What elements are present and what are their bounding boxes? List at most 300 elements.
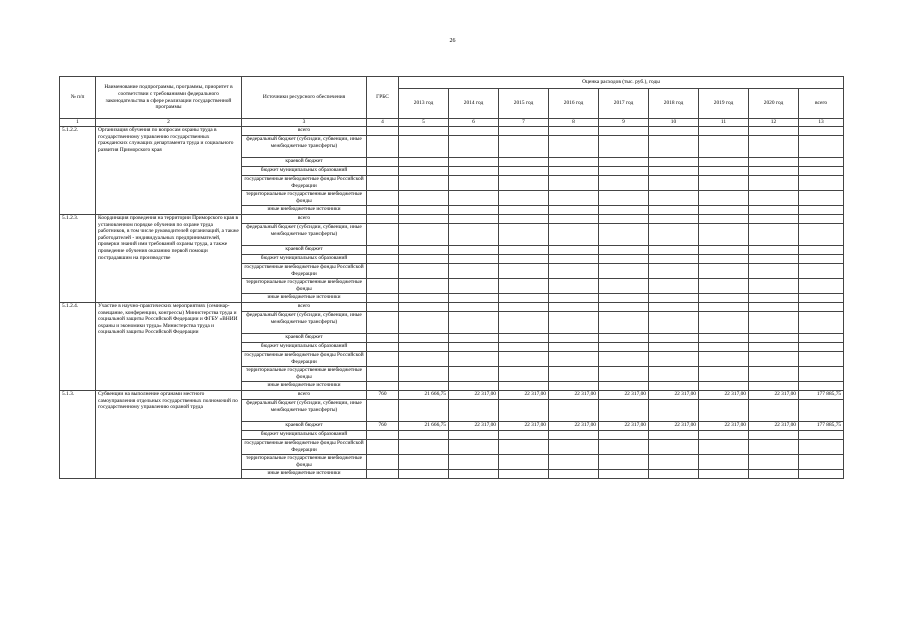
year-value-cell <box>699 470 749 479</box>
year-value-cell <box>649 167 699 176</box>
year-value-cell <box>499 246 549 255</box>
year-value-cell <box>649 470 699 479</box>
year-value-cell <box>399 440 449 455</box>
year-value-cell <box>599 279 649 294</box>
grbs-cell <box>367 303 399 312</box>
year-value-cell <box>549 431 599 440</box>
funding-source: всего <box>242 127 367 136</box>
grbs-cell: 760 <box>367 391 399 400</box>
year-value-cell <box>699 352 749 367</box>
year-value-cell <box>549 264 599 279</box>
year-value-cell: 22 317,00 <box>499 422 549 431</box>
grbs-cell <box>367 382 399 391</box>
funding-source: иные внебюджетные источники <box>242 470 367 479</box>
year-value-cell <box>649 294 699 303</box>
year-value-cell <box>749 294 799 303</box>
year-value-cell <box>449 400 499 422</box>
funding-source: бюджет муниципальных образований <box>242 431 367 440</box>
table-row <box>60 127 844 136</box>
year-value-cell <box>699 191 749 206</box>
year-value-cell <box>499 158 549 167</box>
year-value-cell <box>749 343 799 352</box>
year-value-cell <box>499 440 549 455</box>
year-value-cell <box>749 215 799 224</box>
funding-source: краевой бюджет <box>242 334 367 343</box>
year-value-cell <box>699 400 749 422</box>
year-value-cell <box>649 334 699 343</box>
year-value-cell <box>399 224 449 246</box>
year-value-cell <box>649 206 699 215</box>
year-value-cell <box>599 382 649 391</box>
grbs-cell <box>367 455 399 470</box>
grbs-cell <box>367 176 399 191</box>
year-value-cell <box>549 303 599 312</box>
year-value-cell <box>499 367 549 382</box>
total-cell <box>799 224 844 246</box>
table-row <box>60 391 844 400</box>
year-value-cell: 22 317,00 <box>649 422 699 431</box>
header-year: 2014 год <box>449 89 499 119</box>
year-value-cell: 21 666,75 <box>399 422 449 431</box>
year-value-cell <box>499 255 549 264</box>
year-value-cell <box>549 382 599 391</box>
year-value-cell <box>449 334 499 343</box>
year-value-cell <box>549 294 599 303</box>
year-value-cell <box>749 136 799 158</box>
year-value-cell <box>549 191 599 206</box>
year-value-cell <box>699 279 749 294</box>
year-value-cell <box>449 294 499 303</box>
table-row <box>60 303 844 312</box>
grbs-cell <box>367 431 399 440</box>
funding-source: государственные внебюджетные фонды Российской Федерации <box>242 440 367 455</box>
column-index: 8 <box>549 119 599 127</box>
year-value-cell <box>749 440 799 455</box>
year-value-cell: 21 666,75 <box>399 391 449 400</box>
grbs-cell <box>367 312 399 334</box>
year-value-cell <box>399 167 449 176</box>
year-value-cell <box>699 136 749 158</box>
column-index: 11 <box>699 119 749 127</box>
total-cell <box>799 264 844 279</box>
grbs-cell <box>367 206 399 215</box>
year-value-cell <box>449 136 499 158</box>
year-value-cell <box>749 246 799 255</box>
total-cell <box>799 312 844 334</box>
year-value-cell <box>599 367 649 382</box>
year-value-cell <box>499 279 549 294</box>
funding-source: территориальные государственные внебюджетные фонды <box>242 367 367 382</box>
header-year: 2017 год <box>599 89 649 119</box>
year-value-cell <box>449 167 499 176</box>
year-value-cell <box>599 224 649 246</box>
year-value-cell <box>599 294 649 303</box>
column-index: 6 <box>449 119 499 127</box>
year-value-cell <box>599 136 649 158</box>
year-value-cell <box>549 279 599 294</box>
funding-source: иные внебюджетные источники <box>242 206 367 215</box>
year-value-cell <box>499 167 549 176</box>
year-value-cell <box>749 352 799 367</box>
year-value-cell <box>599 246 649 255</box>
header-estimate: Оценка расходов (тыс. руб.), годы <box>399 77 844 89</box>
year-value-cell <box>399 431 449 440</box>
year-value-cell <box>399 255 449 264</box>
year-value-cell <box>599 303 649 312</box>
column-index: 13 <box>799 119 844 127</box>
year-value-cell <box>399 294 449 303</box>
page-number: 26 <box>449 38 456 44</box>
program-name: Участие в научно-практических мероприятиях (семинар-совещание, конференции, конгрессы) Министерства труда и социальной защиты Российской Федерации и ФГБУ «ВНИИ охраны и экономики труда» Министерства труда и социальной защиты Российской Федерации <box>96 303 242 391</box>
year-value-cell <box>699 455 749 470</box>
funding-source: государственные внебюджетные фонды Российской Федерации <box>242 352 367 367</box>
year-value-cell <box>599 158 649 167</box>
year-value-cell <box>699 431 749 440</box>
year-value-cell <box>499 334 549 343</box>
year-value-cell <box>699 334 749 343</box>
year-value-cell <box>599 343 649 352</box>
year-value-cell: 22 317,00 <box>599 422 649 431</box>
year-value-cell <box>549 455 599 470</box>
grbs-cell <box>367 191 399 206</box>
total-cell <box>799 176 844 191</box>
year-value-cell <box>699 440 749 455</box>
year-value-cell <box>699 264 749 279</box>
header-source: Источники ресурсного обеспечения <box>242 77 367 119</box>
year-value-cell <box>549 352 599 367</box>
funding-source: территориальные государственные внебюджетные фонды <box>242 279 367 294</box>
year-value-cell <box>449 224 499 246</box>
year-value-cell <box>749 455 799 470</box>
year-value-cell <box>449 191 499 206</box>
year-value-cell <box>499 400 549 422</box>
year-value-cell <box>449 255 499 264</box>
year-value-cell <box>749 264 799 279</box>
header-year: 2020 год <box>749 89 799 119</box>
total-cell <box>799 431 844 440</box>
year-value-cell <box>649 400 699 422</box>
total-cell <box>799 167 844 176</box>
year-value-cell <box>549 215 599 224</box>
total-cell <box>799 206 844 215</box>
year-value-cell: 22 317,00 <box>649 391 699 400</box>
year-value-cell <box>749 400 799 422</box>
year-value-cell <box>649 382 699 391</box>
funding-source: всего <box>242 215 367 224</box>
year-value-cell <box>449 206 499 215</box>
year-value-cell <box>749 367 799 382</box>
year-value-cell <box>549 136 599 158</box>
year-value-cell <box>649 455 699 470</box>
total-cell <box>799 215 844 224</box>
year-value-cell <box>549 206 599 215</box>
funding-source: бюджет муниципальных образований <box>242 343 367 352</box>
year-value-cell <box>399 312 449 334</box>
year-value-cell <box>649 440 699 455</box>
year-value-cell <box>549 334 599 343</box>
year-value-cell <box>399 279 449 294</box>
year-value-cell <box>549 246 599 255</box>
year-value-cell <box>399 191 449 206</box>
year-value-cell <box>549 440 599 455</box>
year-value-cell <box>699 367 749 382</box>
grbs-cell <box>367 264 399 279</box>
year-value-cell <box>749 206 799 215</box>
header-year: 2018 год <box>649 89 699 119</box>
year-value-cell <box>599 334 649 343</box>
grbs-cell <box>367 334 399 343</box>
year-value-cell <box>749 127 799 136</box>
year-value-cell <box>699 206 749 215</box>
header-name: Наименование подпрограммы, программы, приоритет в соответствии с требованиями федерального законодательства в сфере реализации государственной программы <box>96 77 242 119</box>
grbs-cell <box>367 136 399 158</box>
year-value-cell: 22 317,00 <box>699 391 749 400</box>
header-row <box>60 77 844 89</box>
year-value-cell <box>699 255 749 264</box>
year-value-cell <box>449 246 499 255</box>
year-value-cell: 22 317,00 <box>549 422 599 431</box>
year-value-cell <box>749 303 799 312</box>
year-value-cell <box>449 431 499 440</box>
year-value-cell <box>549 127 599 136</box>
header-year: всего <box>799 89 844 119</box>
year-value-cell <box>549 255 599 264</box>
year-value-cell <box>699 303 749 312</box>
year-value-cell <box>399 352 449 367</box>
grbs-cell <box>367 352 399 367</box>
year-value-cell <box>749 224 799 246</box>
total-cell <box>799 127 844 136</box>
funding-source: территориальные государственные внебюджетные фонды <box>242 191 367 206</box>
funding-source: федеральный бюджет (субсидии, субвенции, иные межбюджетные трансферты) <box>242 136 367 158</box>
funding-source: всего <box>242 303 367 312</box>
year-value-cell <box>549 158 599 167</box>
year-value-cell <box>599 215 649 224</box>
year-value-cell <box>749 382 799 391</box>
year-value-cell <box>449 352 499 367</box>
year-value-cell <box>649 264 699 279</box>
year-value-cell <box>449 343 499 352</box>
grbs-cell <box>367 224 399 246</box>
year-value-cell <box>649 246 699 255</box>
total-cell <box>799 136 844 158</box>
year-value-cell <box>649 255 699 264</box>
year-value-cell <box>699 176 749 191</box>
total-cell <box>799 440 844 455</box>
year-value-cell <box>499 294 549 303</box>
row-number: 5.1.2.4. <box>60 303 96 391</box>
grbs-cell <box>367 343 399 352</box>
year-value-cell <box>649 191 699 206</box>
total-cell <box>799 303 844 312</box>
year-value-cell <box>449 440 499 455</box>
year-value-cell <box>649 224 699 246</box>
year-value-cell <box>549 167 599 176</box>
year-value-cell <box>399 127 449 136</box>
year-value-cell <box>749 255 799 264</box>
column-index: 9 <box>599 119 649 127</box>
year-value-cell <box>449 382 499 391</box>
year-value-cell <box>399 158 449 167</box>
grbs-cell <box>367 279 399 294</box>
year-value-cell <box>649 303 699 312</box>
year-value-cell <box>499 206 549 215</box>
table-row <box>60 215 844 224</box>
year-value-cell <box>449 127 499 136</box>
year-value-cell <box>599 440 649 455</box>
grbs-cell <box>367 400 399 422</box>
grbs-cell <box>367 215 399 224</box>
year-value-cell <box>649 279 699 294</box>
year-value-cell <box>649 431 699 440</box>
year-value-cell <box>549 343 599 352</box>
year-value-cell <box>499 191 549 206</box>
column-index: 10 <box>649 119 699 127</box>
year-value-cell <box>449 470 499 479</box>
year-value-cell <box>449 215 499 224</box>
grbs-cell <box>367 294 399 303</box>
grbs-cell <box>367 167 399 176</box>
grbs-cell: 760 <box>367 422 399 431</box>
year-value-cell <box>599 191 649 206</box>
funding-source: иные внебюджетные источники <box>242 382 367 391</box>
column-index: 3 <box>242 119 367 127</box>
year-value-cell <box>399 206 449 215</box>
year-value-cell <box>499 127 549 136</box>
column-index: 1 <box>60 119 96 127</box>
year-value-cell <box>599 400 649 422</box>
year-value-cell: 22 317,00 <box>499 391 549 400</box>
year-value-cell <box>549 312 599 334</box>
grbs-cell <box>367 255 399 264</box>
year-value-cell <box>649 176 699 191</box>
year-value-cell <box>649 158 699 167</box>
year-value-cell <box>399 367 449 382</box>
column-index: 5 <box>399 119 449 127</box>
year-value-cell <box>599 264 649 279</box>
column-index: 12 <box>749 119 799 127</box>
year-value-cell <box>449 279 499 294</box>
year-value-cell: 22 317,00 <box>599 391 649 400</box>
total-cell <box>799 191 844 206</box>
program-name: Координация проведения на территории Приморского края в установленном порядке обучения по охране труда работников, в том числе руководителей организаций, а также работодателей - индивидуальных предпринимателей, проверки знаний ими требований охраны труда, а также проведение обучения оказанию первой помощи пострадавшим на производстве <box>96 215 242 303</box>
total-cell <box>799 255 844 264</box>
year-value-cell <box>399 334 449 343</box>
year-value-cell: 22 317,00 <box>549 391 599 400</box>
year-value-cell <box>499 382 549 391</box>
budget-table <box>59 76 844 479</box>
year-value-cell: 22 317,00 <box>699 422 749 431</box>
year-value-cell <box>499 312 549 334</box>
year-value-cell <box>499 352 549 367</box>
total-cell: 177 885,75 <box>799 391 844 400</box>
year-value-cell <box>399 303 449 312</box>
header-year: 2019 год <box>699 89 749 119</box>
year-value-cell <box>699 246 749 255</box>
year-value-cell <box>449 264 499 279</box>
total-cell <box>799 343 844 352</box>
year-value-cell <box>549 400 599 422</box>
year-value-cell <box>449 303 499 312</box>
year-value-cell <box>699 224 749 246</box>
year-value-cell <box>499 264 549 279</box>
year-value-cell <box>549 176 599 191</box>
grbs-cell <box>367 127 399 136</box>
year-value-cell: 22 317,00 <box>749 391 799 400</box>
funding-source: бюджет муниципальных образований <box>242 167 367 176</box>
year-value-cell <box>399 176 449 191</box>
total-cell <box>799 400 844 422</box>
funding-source: краевой бюджет <box>242 422 367 431</box>
column-index: 4 <box>367 119 399 127</box>
year-value-cell <box>399 470 449 479</box>
year-value-cell <box>399 215 449 224</box>
year-value-cell <box>599 176 649 191</box>
year-value-cell <box>749 158 799 167</box>
year-value-cell <box>699 312 749 334</box>
total-cell <box>799 279 844 294</box>
year-value-cell <box>499 224 549 246</box>
header-year: 2016 год <box>549 89 599 119</box>
year-value-cell: 22 317,00 <box>449 422 499 431</box>
year-value-cell <box>649 127 699 136</box>
year-value-cell <box>499 136 549 158</box>
funding-source: всего <box>242 391 367 400</box>
funding-source: государственные внебюджетные фонды Российской Федерации <box>242 264 367 279</box>
year-value-cell <box>749 167 799 176</box>
year-value-cell <box>649 312 699 334</box>
year-value-cell <box>499 470 549 479</box>
year-value-cell <box>749 431 799 440</box>
year-value-cell <box>449 176 499 191</box>
total-cell: 177 885,75 <box>799 422 844 431</box>
year-value-cell <box>399 136 449 158</box>
year-value-cell <box>599 167 649 176</box>
funding-source: краевой бюджет <box>242 246 367 255</box>
year-value-cell <box>499 303 549 312</box>
year-value-cell <box>399 400 449 422</box>
total-cell <box>799 352 844 367</box>
year-value-cell <box>599 127 649 136</box>
grbs-cell <box>367 470 399 479</box>
header-num: № п/п <box>60 77 96 119</box>
funding-source: краевой бюджет <box>242 158 367 167</box>
funding-source: территориальные государственные внебюджетные фонды <box>242 455 367 470</box>
year-value-cell <box>399 246 449 255</box>
total-cell <box>799 158 844 167</box>
column-index: 2 <box>96 119 242 127</box>
header-year: 2015 год <box>499 89 549 119</box>
grbs-cell <box>367 367 399 382</box>
total-cell <box>799 334 844 343</box>
program-name: Организация обучения по вопросам охраны труда в государственному управлению государственных гражданских служащих департамента труда и социального развития Приморского края <box>96 127 242 215</box>
year-value-cell <box>699 382 749 391</box>
year-value-cell <box>749 312 799 334</box>
year-value-cell <box>499 431 549 440</box>
year-value-cell <box>399 343 449 352</box>
year-value-cell <box>399 264 449 279</box>
row-number: 5.1.2.3. <box>60 215 96 303</box>
year-value-cell <box>549 470 599 479</box>
row-number: 5.1.2.2. <box>60 127 96 215</box>
year-value-cell <box>449 455 499 470</box>
year-value-cell <box>499 176 549 191</box>
year-value-cell <box>449 158 499 167</box>
year-value-cell <box>449 312 499 334</box>
total-cell <box>799 382 844 391</box>
funding-source: федеральный бюджет (субсидии, субвенции, иные межбюджетные трансферты) <box>242 312 367 334</box>
year-value-cell <box>499 343 549 352</box>
